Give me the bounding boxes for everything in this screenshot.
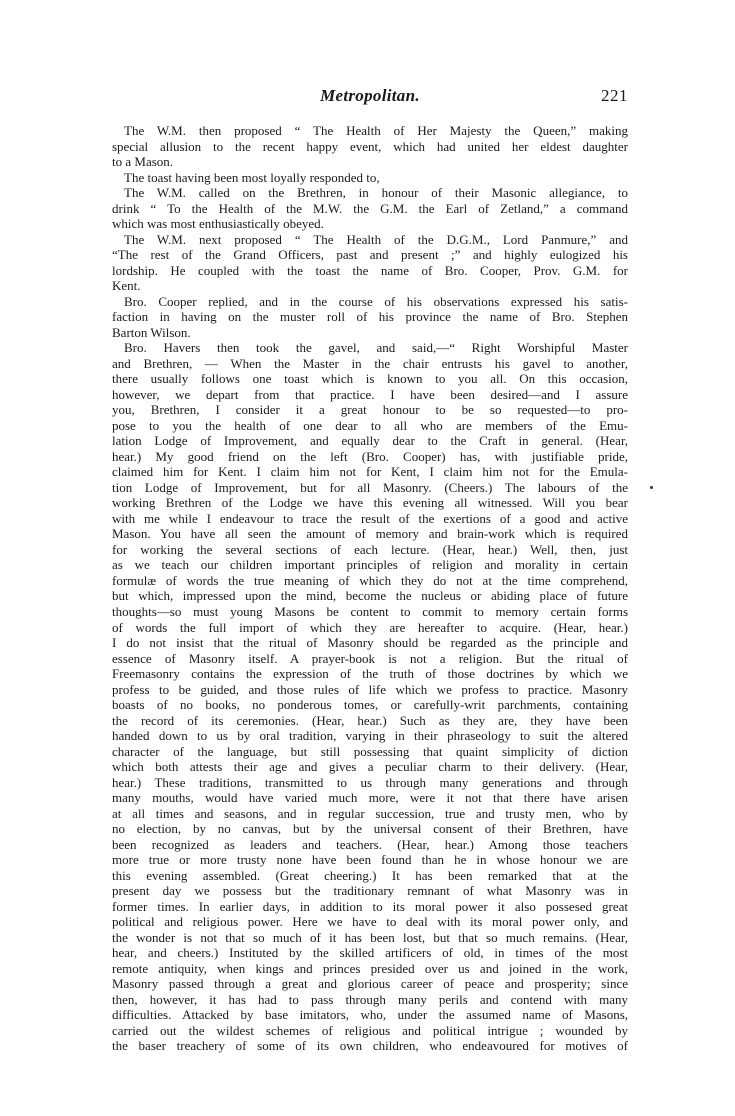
text-line: present day we possess but the traditionary remnant of what Masonry was in — [112, 883, 628, 899]
text-line: drink “ To the Health of the M.W. the G.M. the Earl of Zetland,” a command — [112, 200, 628, 216]
text-line: I do not insist that the ritual of Masonry should be regarded as the principle and — [112, 635, 628, 651]
text-line: profess to be guided, and those rules of life which we profess to practice. Masonry — [112, 681, 628, 697]
text-line: Barton Wilson. — [112, 324, 191, 340]
text-line: claimed him for Kent. I claim him not for Kent, I claim him not for the Emula- — [112, 464, 628, 480]
text-line: “The rest of the Grand Officers, past and present ;” and highly eulogized his — [112, 247, 628, 263]
text-line: The W.M. called on the Brethren, in honour of their Masonic allegiance, to — [124, 185, 628, 201]
text-line: with me while I endeavour to trace the result of the exertions of a good and active — [112, 510, 628, 526]
text-line: boasts of no books, no ponderous tomes, or carefully-writ parchments, containing — [112, 697, 628, 713]
text-line: as we teach our children important principles of religion and morality in certain — [112, 557, 628, 573]
text-line: you, Brethren, I consider it a great honour to be so requested—to pro- — [112, 402, 628, 418]
text-line: hear.) My good friend on the left (Bro. Cooper) has, with justifiable pride, — [112, 448, 628, 464]
text-line: Bro. Havers then took the gavel, and said,—“ Right Worshipful Master — [124, 340, 628, 356]
text-line: of words the full import of which they are hereafter to acquire. (Hear, hear.) — [112, 619, 628, 635]
text-line: the wonder is not that so much of it has been lost, but that so much remains. (Hear, — [112, 929, 628, 945]
text-line: at all times and seasons, and in regular succession, true and trusty men, who by — [112, 805, 628, 821]
text-line: character of the language, but still possessing that quaint simplicity of diction — [112, 743, 628, 759]
text-line: to a Mason. — [112, 154, 174, 170]
text-line: working Brethren of the Lodge we have this evening all witnessed. Will you bear — [112, 495, 628, 511]
text-line: difficulties. Attacked by base imitators, who, under the assumed name of Masons, — [112, 1007, 628, 1023]
text-line: essence of Masonry itself. A prayer-book is not a religion. But the ritual of — [112, 650, 628, 666]
text-line: which was most enthusiastically obeyed. — [112, 216, 324, 232]
page-number: 221 — [601, 86, 628, 105]
text-line: lation Lodge of Improvement, and equally dear to the Craft in general. (Hear, — [112, 433, 628, 449]
text-line: Mason. You have all seen the amount of memory and brain-work which is required — [112, 526, 628, 542]
text-line: Masonry passed through a great and glorious career of peace and prosperity; since — [112, 976, 628, 992]
text-line: the record of its ceremonies. (Hear, hear.) Such as they are, they have been — [112, 712, 628, 728]
text-line: many mouths, would have varied much more, were it not that there have arisen — [112, 790, 628, 806]
text-line: pose to you the health of one dear to all who are members of the Emu- — [112, 417, 628, 433]
text-line: remote antiquity, when kings and princes presided over us and joined in the work, — [112, 960, 628, 976]
text-line: Bro. Cooper replied, and in the course of his observations expressed his satis- — [124, 293, 628, 309]
text-line: Kent. — [112, 278, 141, 294]
page-header — [112, 86, 628, 110]
text-line: however, we depart from that practice. I have been desired—and I assure — [112, 386, 628, 402]
text-line: The W.M. next proposed “ The Health of the D.G.M., Lord Panmure,” and — [124, 231, 628, 247]
text-line: formulæ of words the true meaning of which they do not at the time comprehend, — [112, 572, 628, 588]
text-line: handed down to us by oral tradition, varying in their phraseology to suit the altered — [112, 728, 628, 744]
text-line: more true or more trusty none have been found than he in whose honour we are — [112, 852, 628, 868]
text-line: lordship. He coupled with the toast the name of Bro. Cooper, Prov. G.M. for — [112, 262, 628, 278]
text-line: for working the several sections of each lecture. (Hear, hear.) Well, then, just — [112, 541, 628, 557]
margin-dot-mark — [650, 486, 653, 489]
text-line: no election, by no canvas, but by the universal consent of their Brethren, have — [112, 821, 628, 837]
text-line: thoughts—so must young Masons be content to commit to memory certain forms — [112, 603, 628, 619]
text-line: this evening assembled. (Great cheering.) It has been remarked that at the — [112, 867, 628, 883]
text-line: been recognized as leaders and teachers. (Hear, hear.) Among those teachers — [112, 836, 628, 852]
text-line: The toast having been most loyally responded to, — [124, 169, 380, 185]
text-line: former times. In earlier days, in addition to its moral power it also possesed great — [112, 898, 628, 914]
text-line: but which, impressed upon the mind, become the nucleus or abiding place of future — [112, 588, 628, 604]
text-line: carried out the wildest schemes of religious and political intrigue ; wounded by — [112, 1022, 628, 1038]
text-line: the baser treachery of some of its own children, who endeavoured for motives of — [112, 1038, 628, 1054]
text-line: political and religious power. Here we have to deal with its moral power only, and — [112, 914, 628, 930]
text-line: then, however, it has had to pass through many perils and contend with many — [112, 991, 628, 1007]
running-title: Metropolitan. — [320, 86, 420, 105]
text-line: Freemasonry contains the expression of the truth of those doctrines by which we — [112, 666, 628, 682]
text-line: hear, and cheers.) Instituted by the skilled artificers of old, in times of the most — [112, 945, 628, 961]
text-line: special allusion to the recent happy event, which had united her eldest daughter — [112, 138, 628, 154]
text-line: tion Lodge of Improvement, but for all Masonry. (Cheers.) The labours of the — [112, 479, 628, 495]
body-text — [112, 123, 628, 1054]
text-line: The W.M. then proposed “ The Health of Her Majesty the Queen,” making — [124, 123, 628, 138]
text-line: there usually follows one toast which is known to you all. On this occasion, — [112, 371, 628, 387]
text-line: and Brethren, — When the Master in the chair entrusts his gavel to another, — [112, 355, 628, 371]
text-line: which both attests their age and gives a peculiar charm to their delivery. (Hear, — [112, 759, 628, 775]
text-line: hear.) These traditions, transmitted to us through many generations and through — [112, 774, 628, 790]
text-line: faction in having on the muster roll of his province the name of Bro. Stephen — [112, 309, 628, 325]
